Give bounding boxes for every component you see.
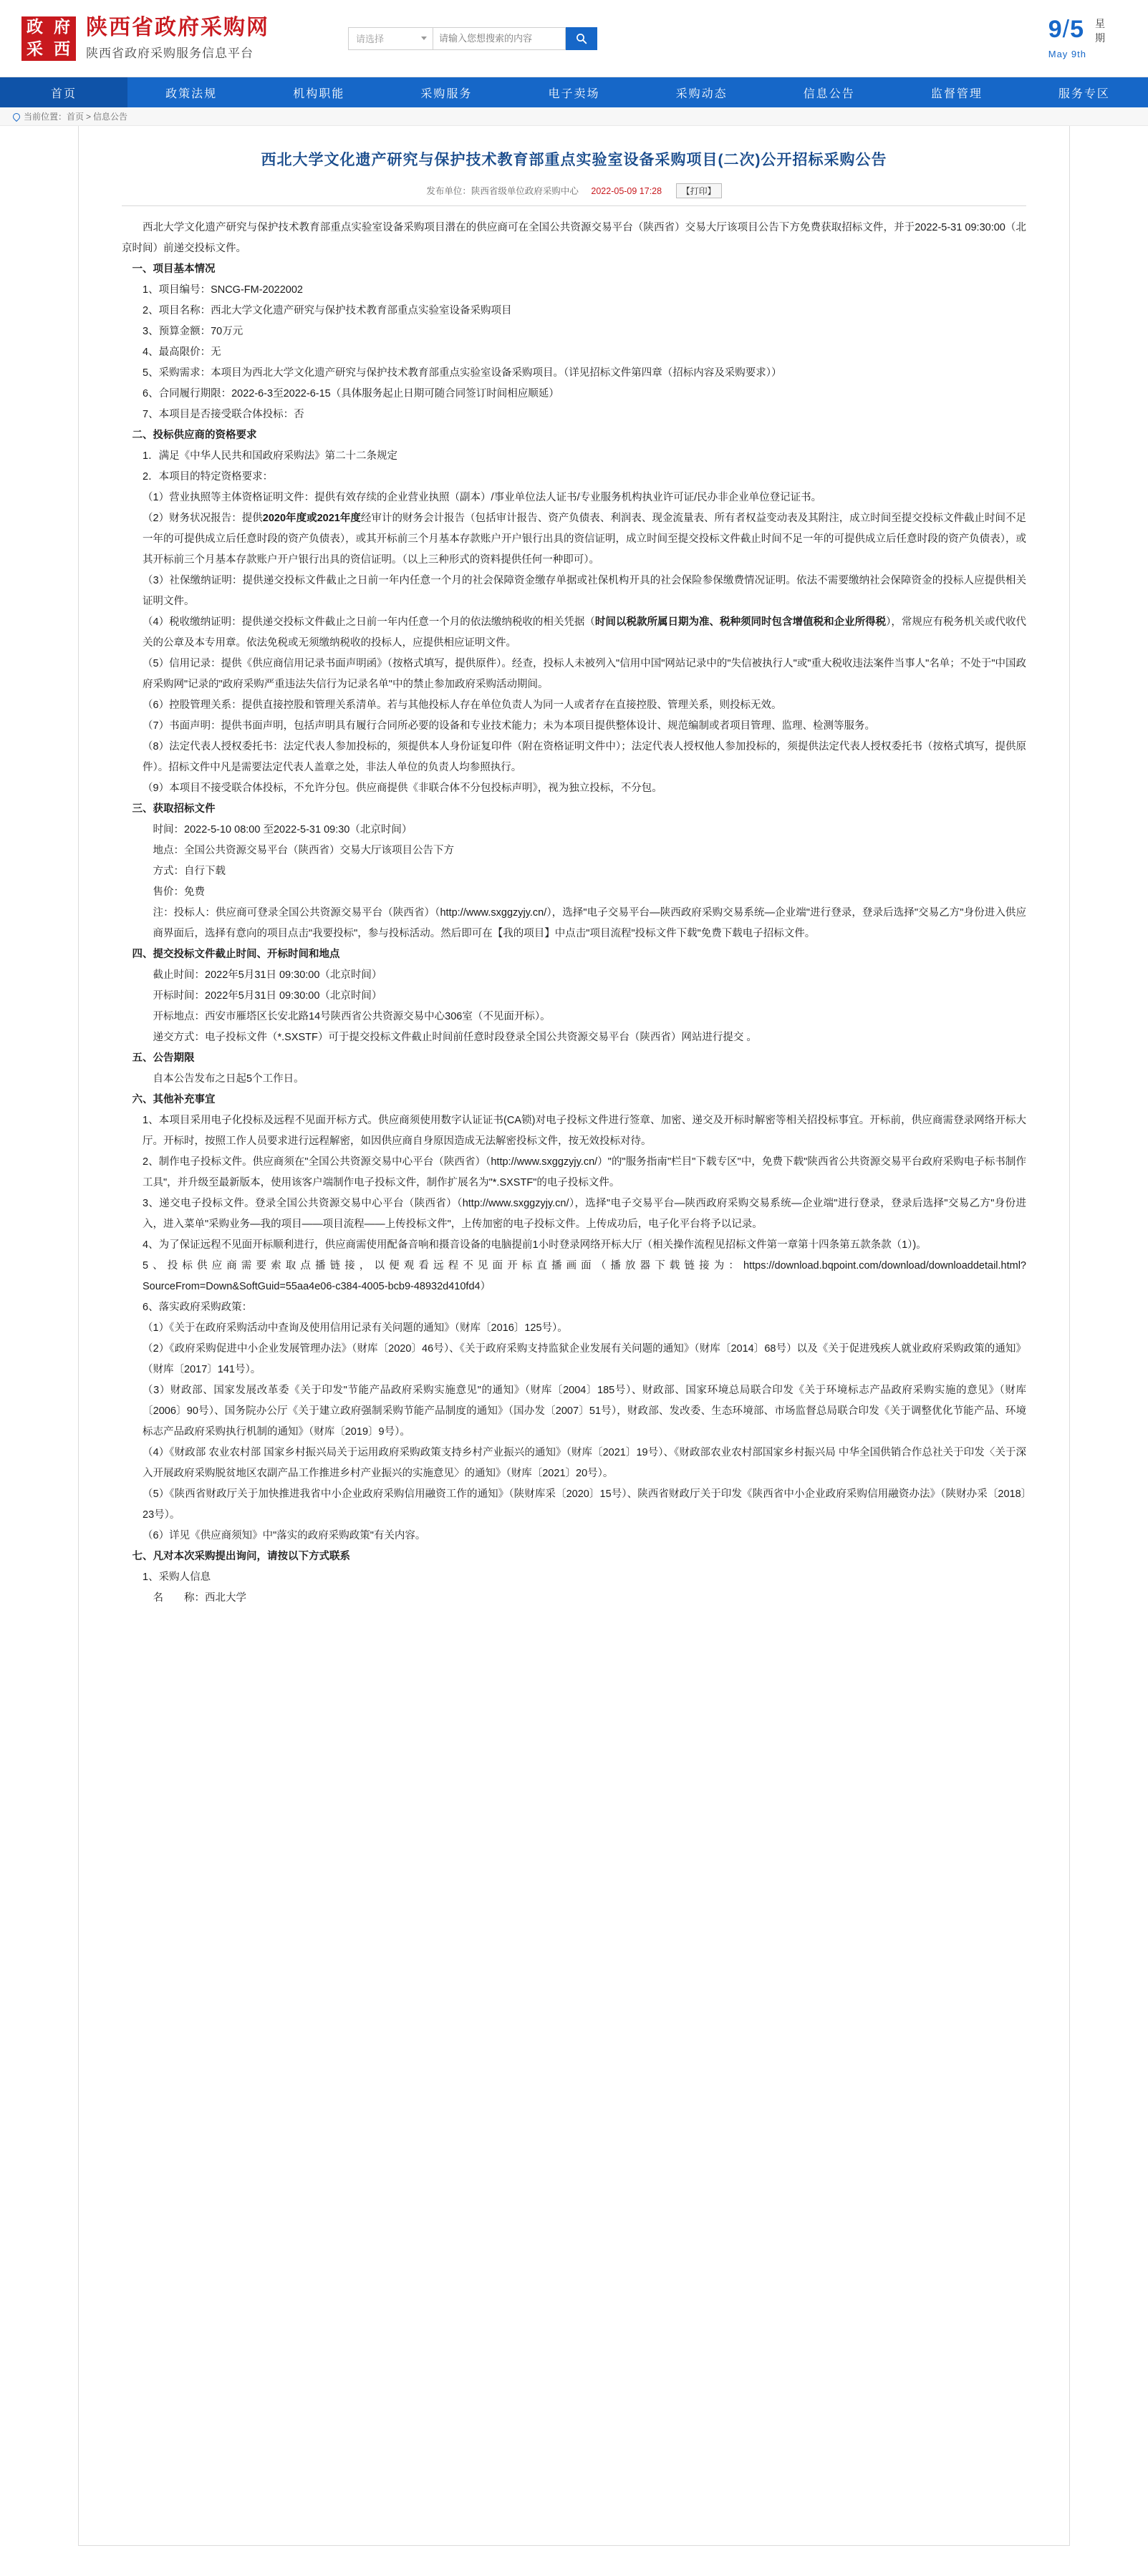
nav-item-announce[interactable]: 信息公告 xyxy=(803,87,855,100)
search-icon xyxy=(576,33,587,44)
document-paragraph: 2、项目名称：西北大学文化遗产研究与保护技术教育部重点实验室设备采购项目 xyxy=(143,304,512,316)
logo-char-4: 西 xyxy=(54,39,71,59)
logo-text xyxy=(86,16,269,61)
document-paragraph: （4）《财政部 农业农村部 国家乡村振兴局关于运用政府采购政策支持乡村产业振兴的通知》（财库〔2021〕19号）、《财政部农业农村部国家乡村振兴局 中华全国供销合作总社关于印发〈关于深入开展政府采购脱贫地区农副产品工作推进乡村产业振兴的实施意见〉的通知》（财库〔2021〕20号）。 xyxy=(143,1446,1026,1479)
document-paragraph: 名 称：西北大学 xyxy=(153,1592,246,1604)
document-paragraph: 2．本项目的特定资格要求： xyxy=(143,470,274,483)
document-paragraph: 7、本项目是否接受联合体投标：否 xyxy=(143,408,304,420)
document-paragraph: 5、投标供应商需要索取点播链接，以便观看远程不见面开标直播画面（播放器下载链接为：https://download.bqpoint.com/download/downloaddetail.html?SourceFrom=Down&SoftGuid=55aa4e06-c384-4005-bcb9-48932d410fd4） xyxy=(143,1259,1026,1292)
nav-item-zone[interactable]: 服务专区 xyxy=(1058,87,1110,100)
document-paragraph: （3）社保缴纳证明：提供递交投标文件截止之日前一年内任意一个月的社会保障资金缴存单据或社保机构开具的社会保险参保缴费情况证明。依法不需要缴纳社会保障资金的投标人应提供相关证明文件。 xyxy=(143,574,1026,607)
document-paragraph: （9）本项目不接受联合体投标，不允许分包。供应商提供《非联合体不分包投标声明》，视为独立投标，不分包。 xyxy=(143,782,662,794)
search-category-value: 请选择 xyxy=(356,34,385,44)
document-paragraph: （6）详见《供应商须知》中"落实的政府采购政策"有关内容。 xyxy=(143,1529,426,1541)
date-day-month xyxy=(1048,17,1086,42)
site-subtitle: 陕西省政府采购服务信息平台 xyxy=(86,46,254,60)
search-area xyxy=(348,27,597,50)
document-paragraph: 4、最高限价：无 xyxy=(143,346,221,358)
document-paragraph: 注：投标人：供应商可登录全国公共资源交易平台（陕西省）（http://www.sxggzyjy.cn/），选择"电子交易平台—陕西政府采购交易系统—企业端"进行登录，登录后选择"交易乙方"身份进入供应商界面后，选择有意向的项目点击"我要投标"，参与投标活动。然后即可在【我的项目】中点击"项目流程"投标文件下载"免费下载电子招标文件。 xyxy=(153,906,1026,939)
nav-item-emarket[interactable]: 电子卖场 xyxy=(548,87,600,100)
date-weekday-block xyxy=(1095,17,1105,45)
document-paragraph: 六、其他补充事宜 xyxy=(132,1093,216,1105)
document-paragraph: 方式：自行下载 xyxy=(153,865,226,877)
nav-item-functions[interactable]: 机构职能 xyxy=(293,87,345,100)
logo-char-2: 府 xyxy=(54,17,71,37)
logo-mark-icon xyxy=(21,16,76,61)
main-nav xyxy=(0,77,1148,107)
publisher-label: 发布单位：陕西省级单位政府采购中心 xyxy=(426,185,579,196)
site-name: 陕西省政府采购网 xyxy=(86,16,269,40)
document-paragraph: 3、递交电子投标文件。登录全国公共资源交易中心平台（陕西省）（http://www.sxggzyjy.cn/），选择"电子交易平台—陕西政府采购交易系统—企业端"进行登录，登录后选择"交易乙方"身份进入，进入菜单"采购业务—我的项目——项目流程——上传投标文件"，上传加密的电子投标文件。上传成功后，电子化平台将予以记录。 xyxy=(143,1197,1026,1230)
document-paragraph: 1、本项目采用电子化投标及远程不见面开标方式。供应商须使用数字认证证书(CA锁)对电子投标文件进行签章、加密、递交及开标时解密等相关招投标事宜。开标前，供应商需登录网络开标大厅。开标时，按照工作人员要求进行远程解密，如因供应商自身原因造成无法解密投标文件，按无效投标对待。 xyxy=(143,1114,1026,1147)
document-paragraph: （3）财政部、国家发展改革委《关于印发"节能产品政府采购实施意见"的通知》（财库〔2004〕185号）、财政部、国家环境总局联合印发《关于环境标志产品政府采购实施的意见》（财库〔2006〕90号）、国务院办公厅《关于建立政府强制采购节能产品制度的通知》（国办发〔2007〕51号），财政部、发改委、生态环境部、市场监督总局联合印发《关于调整优化节能产品、环境标志产品政府采购执行机制的通知》（财库〔2019〕9号）。 xyxy=(143,1384,1026,1438)
document-paragraph: 开标时间：2022年5月31日 09:30:00（北京时间） xyxy=(153,989,382,1002)
date-month: 5 xyxy=(1070,16,1085,43)
document-paragraph: 6、合同履行期限：2022-6-3至2022-6-15（具体服务起止日期可随合同签订时间相应顺延） xyxy=(143,387,559,400)
document-paragraph: 1．满足《中华人民共和国政府采购法》第二十二条规定 xyxy=(143,450,398,462)
document-paragraph: 1、项目编号：SNCG-FM-2022002 xyxy=(143,284,303,296)
print-button[interactable]: 【打印】 xyxy=(676,183,722,198)
nav-item-news[interactable]: 采购动态 xyxy=(675,87,728,100)
document-paragraph: （2）财务状况报告：提供2020年度或2021年度经审计的财务会计报告（包括审计报告、资产负债表、利润表、现金流量表、所有者权益变动表及其附注，成立时间至提交投标文件截止时间不足一年的可提供成立后任意时段的资产负债表），或其开标前三个月基本存款账户开户银行出具的资信证明，成立时间至提交投标文件截止时间不足一年的可提供成立后任意时段的资产负债表），或其开标前三个月基本存款账户开户银行出具的资信证明。（以上三种形式的资料提供任何一种即可）。 xyxy=(143,512,1026,566)
document-paragraph: 四、提交投标文件截止时间、开标时间和地点 xyxy=(132,948,340,960)
document-paragraph: 售价：免费 xyxy=(153,886,205,898)
date-week-label-1: 星 xyxy=(1095,18,1105,29)
page-title: 西北大学文化遗产研究与保护技术教育部重点实验室设备采购项目(二次)公开招标采购公告 xyxy=(261,152,887,168)
document-paragraph: 时间：2022-5-10 08:00 至2022-5-31 09:30（北京时间） xyxy=(153,823,413,836)
date-day: 9 xyxy=(1048,16,1063,43)
document-paragraph: （5）《陕西省财政厅关于加快推进我省中小企业政府采购信用融资工作的通知》（陕财库采〔2020〕15号）、陕西省财政厅关于印发《陕西省中小企业政府采购信用融资办法》（陕财办采〔2018〕23号）。 xyxy=(143,1488,1026,1521)
document-paragraph: 4、为了保证远程不见面开标顺利进行，供应商需使用配备音响和摄音设备的电脑提前1小时登录网络开标大厅（相关操作流程见招标文件第一章第十四条第五款条款（1）)。 xyxy=(143,1239,927,1251)
document-paragraph: 截止时间：2022年5月31日 09:30:00（北京时间） xyxy=(153,969,382,981)
document-paragraph: 二、投标供应商的资格要求 xyxy=(132,429,257,441)
divider xyxy=(122,205,1026,206)
site-header xyxy=(0,0,1148,77)
logo-char-1: 政 xyxy=(26,17,44,37)
document-paragraph: （6）控股管理关系：提供直接控股和管理关系清单。若与其他投标人存在单位负责人为同一人或者存在直接控股、管理关系，则投标无效。 xyxy=(143,699,782,711)
document-paragraph: 地点：全国公共资源交易平台（陕西省）交易大厅该项目公告下方 xyxy=(153,844,454,856)
document-paragraph: 6、落实政府采购政策： xyxy=(143,1301,253,1313)
location-pin-icon xyxy=(11,111,21,121)
date-week-label-2: 期 xyxy=(1095,32,1105,44)
document-paragraph: 递交方式：电子投标文件（*.SXSTF）可于提交投标文件截止时间前任意时段登录全国公共资源交易平台（陕西省）网站进行提交 。 xyxy=(153,1031,757,1043)
publish-date: 2022-05-09 17:28 xyxy=(591,185,662,196)
document-paragraph: 2、制作电子投标文件。供应商须在"全国公共资源交易中心平台（陕西省）（http://www.sxggzyjy.cn/）"的"服务指南"栏目"下载专区"中，免费下载"陕西省公共资源交易平台政府采购电子标书制作工具"，并升级至最新版本，使用该客户端制作电子投标文件，制作扩展名为"*.SXSTF"的电子投标文件。 xyxy=(143,1156,1026,1188)
nav-item-home[interactable]: 首页 xyxy=(0,77,127,107)
document-paragraph: 七、凡对本次采购提出询问，请按以下方式联系 xyxy=(132,1550,350,1562)
document-paragraph: （1）《关于在政府采购活动中查询及使用信用记录有关问题的通知》（财库〔2016〕125号）。 xyxy=(143,1322,568,1334)
document-paragraph: 开标地点：西安市雁塔区长安北路14号陕西省公共资源交易中心306室（不见面开标）。 xyxy=(153,1010,551,1022)
document-page xyxy=(78,126,1070,2546)
document-paragraph: （5）信用记录：提供《供应商信用记录书面声明函》（按格式填写，提供原件）。经查，投标人未被列入"信用中国"网站记录中的"失信被执行人"或"重大税收违法案件当事人"名单；不处于"中国政府采购网"记录的"政府采购严重违法失信行为记录名单"中的禁止参加政府采购活动期间。 xyxy=(143,657,1026,690)
breadcrumb xyxy=(0,107,1148,126)
document-paragraph: 3、预算金额：70万元 xyxy=(143,325,243,337)
date-en: May 9th xyxy=(1048,49,1086,59)
document-paragraph: （1）营业执照等主体资格证明文件：提供有效存续的企业营业执照（副本）/事业单位法人证书/专业服务机构执业许可证/民办非企业单位登记证书。 xyxy=(143,491,822,503)
date-slash: / xyxy=(1062,16,1071,43)
document-paragraph: 西北大学文化遗产研究与保护技术教育部重点实验室设备采购项目潜在的供应商可在全国公共资源交易平台（陕西省）交易大厅该项目公告下方免费获取招标文件，并于2022-5-31 09:30:00（北京时间）前递交投标文件。 xyxy=(122,221,1026,254)
breadcrumb-item-home[interactable]: 首页 xyxy=(67,112,85,122)
document-paragraph: （4）税收缴纳证明：提供递交投标文件截止之日前一年内任意一个月的依法缴纳税收的相关凭据（时间以税款所属日期为准、税种须同时包含增值税和企业所得税），常规应有税务机关或代收代关的公章及本专用章。依法免税或无须缴纳税收的投标人，应提供相应证明文件。 xyxy=(143,616,1027,649)
nav-item-supervise[interactable]: 监督管理 xyxy=(930,87,983,100)
nav-item-services[interactable]: 采购服务 xyxy=(420,87,473,100)
search-button[interactable] xyxy=(566,27,597,50)
document-paragraph: 五、公告期限 xyxy=(132,1052,195,1064)
document-paragraph: 1、采购人信息 xyxy=(143,1571,211,1583)
document-paragraph: （2）《政府采购促进中小企业发展管理办法》（财库〔2020〕46号）、《关于政府采购支持监狱企业发展有关问题的通知》（财库〔2014〕68号）以及《关于促进残疾人就业政府采购政策的通知》（财库〔2017〕141号）。 xyxy=(143,1342,1026,1375)
document-body xyxy=(122,218,1026,1609)
document-paragraph: 三、获取招标文件 xyxy=(132,803,216,815)
chevron-down-icon xyxy=(421,37,427,40)
logo-char-3: 采 xyxy=(26,39,44,59)
document-paragraph: （7）书面声明：提供书面声明，包括声明具有履行合同所必要的设备和专业技术能力；未为本项目提供整体设计、规范编制或者项目管理、监理、检测等服务。 xyxy=(143,720,876,732)
document-paragraph: 一、项目基本情况 xyxy=(132,263,216,275)
site-logo[interactable] xyxy=(21,16,269,61)
breadcrumb-prefix: 当前位置： xyxy=(24,112,67,122)
document-paragraph: 自本公告发布之日起5个工作日。 xyxy=(153,1072,304,1085)
document-meta xyxy=(122,183,1026,198)
nav-item-policy[interactable]: 政策法规 xyxy=(165,87,218,100)
search-input[interactable] xyxy=(433,27,566,50)
document-paragraph: 5、采购需求：本项目为西北大学文化遗产研究与保护技术教育部重点实验室设备采购项目。（详见招标文件第四章（招标内容及采购要求）） xyxy=(143,367,782,379)
document-paragraph: （8）法定代表人授权委托书：法定代表人参加投标的，须提供本人身份证复印件（附在资格证明文件中）；法定代表人授权他人参加投标的，须提供法定代表人授权委托书（按格式填写，提供原件）。招标文件中凡是需要法定代表人盖章之处，非法人单位的负责人均参照执行。 xyxy=(143,740,1026,773)
breadcrumb-separator: > xyxy=(86,111,92,122)
breadcrumb-item-announce[interactable]: 信息公告 xyxy=(93,112,128,122)
date-widget xyxy=(1048,17,1127,59)
search-category-select[interactable] xyxy=(348,27,433,50)
